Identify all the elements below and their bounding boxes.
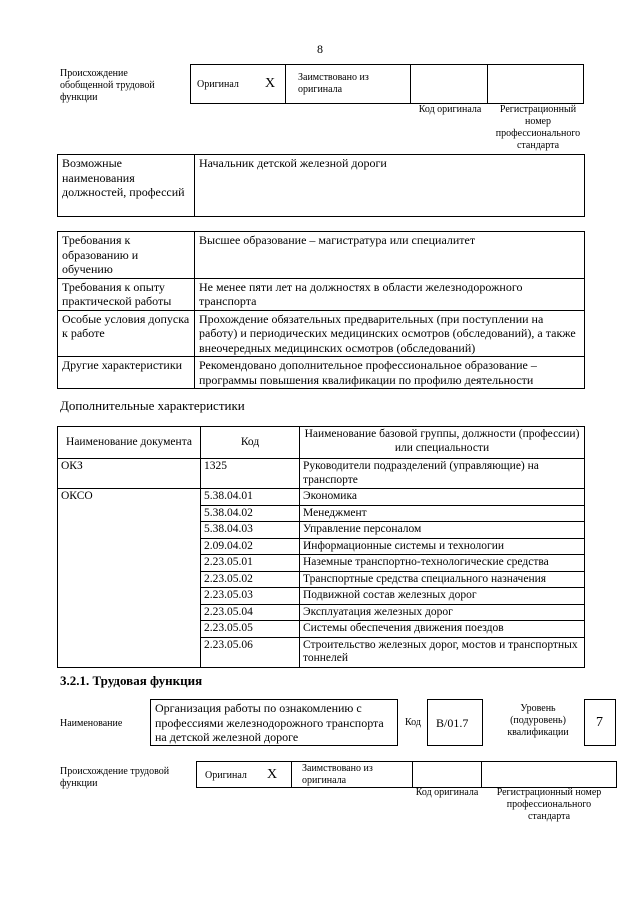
okso-name: Эксплуатация железных дорог	[300, 604, 585, 621]
table-row	[58, 459, 585, 489]
page-number: 8	[317, 42, 323, 56]
original-mark-2: X	[267, 767, 278, 782]
header-name: Наименование базовой группы, должности (профессии) или специальности	[300, 427, 585, 459]
extra-table	[57, 426, 585, 668]
okso-code: 2.09.04.02	[201, 538, 300, 555]
okso-code: 5.38.04.01	[201, 489, 300, 506]
table-row	[58, 489, 585, 506]
original-mark: X	[265, 76, 276, 91]
okso-code: 2.23.05.02	[201, 571, 300, 588]
original-code-cell	[410, 64, 488, 104]
table-row	[58, 357, 585, 389]
okso-name: Подвижной состав железных дорог	[300, 588, 585, 605]
table-row	[58, 637, 585, 667]
level-box	[584, 699, 616, 746]
okso-code: 2.23.05.06	[201, 637, 300, 667]
okso-doc: ОКСО	[58, 489, 201, 506]
table-row	[58, 505, 585, 522]
okso-doc-continued	[58, 505, 201, 522]
table-row	[58, 621, 585, 638]
table-row	[58, 555, 585, 572]
positions-label: Возможные наименования должностей, профессий	[58, 155, 195, 217]
req-label: Требования к опыту практической работы	[58, 278, 195, 310]
reg-caption: Регистрационный номер профессионального стандарта	[495, 104, 581, 151]
okso-doc-continued	[58, 604, 201, 621]
positions-value: Начальник детской железной дороги	[195, 155, 585, 217]
okso-doc-continued	[58, 522, 201, 539]
okso-code: 2.23.05.03	[201, 588, 300, 605]
okso-name: Экономика	[300, 489, 585, 506]
table-row	[58, 232, 585, 279]
table-header-row	[58, 427, 585, 459]
code-caption: Код оригинала	[418, 104, 482, 115]
borrowed-label: Заимствовано из оригинала	[298, 72, 369, 95]
table-row	[58, 278, 585, 310]
code-caption-2: Код оригинала	[415, 787, 479, 798]
table-row	[58, 571, 585, 588]
positions-row	[58, 155, 585, 217]
okso-name: Строительство железных дорог, мостов и транспортных тоннелей	[300, 637, 585, 667]
req-label: Требования к образованию и обучению	[58, 232, 195, 279]
code-label: Код	[405, 717, 421, 728]
original-code-cell-2	[412, 761, 482, 788]
table-row	[58, 522, 585, 539]
okso-code: 2.23.05.01	[201, 555, 300, 572]
reg-number-cell	[487, 64, 584, 104]
origin-label: Происхождение обобщенной трудовой функции	[60, 68, 155, 103]
req-value: Прохождение обязательных предварительных (при поступлении на работу) и периодических медицинских осмотров (обследований), а также внеочередных медицинских осмотров (обследований)	[195, 310, 585, 357]
req-label: Особые условия допуска к работе	[58, 310, 195, 357]
section-heading: 3.2.1. Трудовая функция	[60, 673, 203, 688]
positions-table	[57, 154, 585, 217]
req-value: Рекомендовано дополнительное профессиональное образование – программы повышения квалификации по профилю деятельности	[195, 357, 585, 389]
okso-doc-continued	[58, 637, 201, 667]
table-row	[58, 538, 585, 555]
reg-number-cell-2	[481, 761, 617, 788]
okso-doc-continued	[58, 538, 201, 555]
okz-code: 1325	[201, 459, 300, 489]
req-value: Не менее пяти лет на должностях в области железнодорожного транспорта	[195, 278, 585, 310]
okso-doc-continued	[58, 621, 201, 638]
table-row	[58, 604, 585, 621]
okso-name: Информационные системы и технологии	[300, 538, 585, 555]
okso-doc-continued	[58, 571, 201, 588]
okso-name: Системы обеспечения движения поездов	[300, 621, 585, 638]
borrowed-label-2: Заимствовано из оригинала	[302, 763, 373, 786]
code-box	[427, 699, 483, 746]
level-value: 7	[596, 715, 603, 730]
okso-code: 5.38.04.03	[201, 522, 300, 539]
code-value: B/01.7	[436, 716, 469, 730]
extra-title: Дополнительные характеристики	[60, 398, 245, 413]
borrowed-cell-2	[291, 761, 413, 788]
okso-doc-continued	[58, 555, 201, 572]
borrowed-cell	[285, 64, 411, 104]
requirements-table	[57, 231, 585, 389]
okso-name: Менеджмент	[300, 505, 585, 522]
origin-label-2: Происхождение трудовой функции	[60, 766, 170, 789]
table-row	[58, 310, 585, 357]
okso-doc-continued	[58, 588, 201, 605]
okz-doc: ОКЗ	[58, 459, 201, 489]
req-label: Другие характеристики	[58, 357, 195, 389]
header-doc: Наименование документа	[58, 427, 201, 459]
okso-code: 2.23.05.05	[201, 621, 300, 638]
function-name-label: Наименование	[60, 718, 123, 729]
original-cell	[190, 64, 286, 104]
header-code: Код	[201, 427, 300, 459]
reg-caption-2: Регистрационный номер профессионального стандарта	[496, 787, 602, 822]
okso-name: Управление персоналом	[300, 522, 585, 539]
function-name-value: Организация работы по ознакомлению с профессиями железнодорожного транспорта на детской железной дороге	[150, 699, 398, 746]
okso-code: 5.38.04.02	[201, 505, 300, 522]
original-label-2: Оригинал	[205, 770, 247, 781]
original-label: Оригинал	[197, 79, 239, 90]
req-value: Высшее образование – магистратура или специалитет	[195, 232, 585, 279]
table-row	[58, 588, 585, 605]
original-cell-2	[196, 761, 292, 788]
okz-name: Руководители подразделений (управляющие) на транспорте	[300, 459, 585, 489]
level-label: Уровень (подуровень) квалификации	[507, 703, 569, 738]
okso-name: Транспортные средства специального назначения	[300, 571, 585, 588]
okso-name: Наземные транспортно-технологические средства	[300, 555, 585, 572]
okso-code: 2.23.05.04	[201, 604, 300, 621]
